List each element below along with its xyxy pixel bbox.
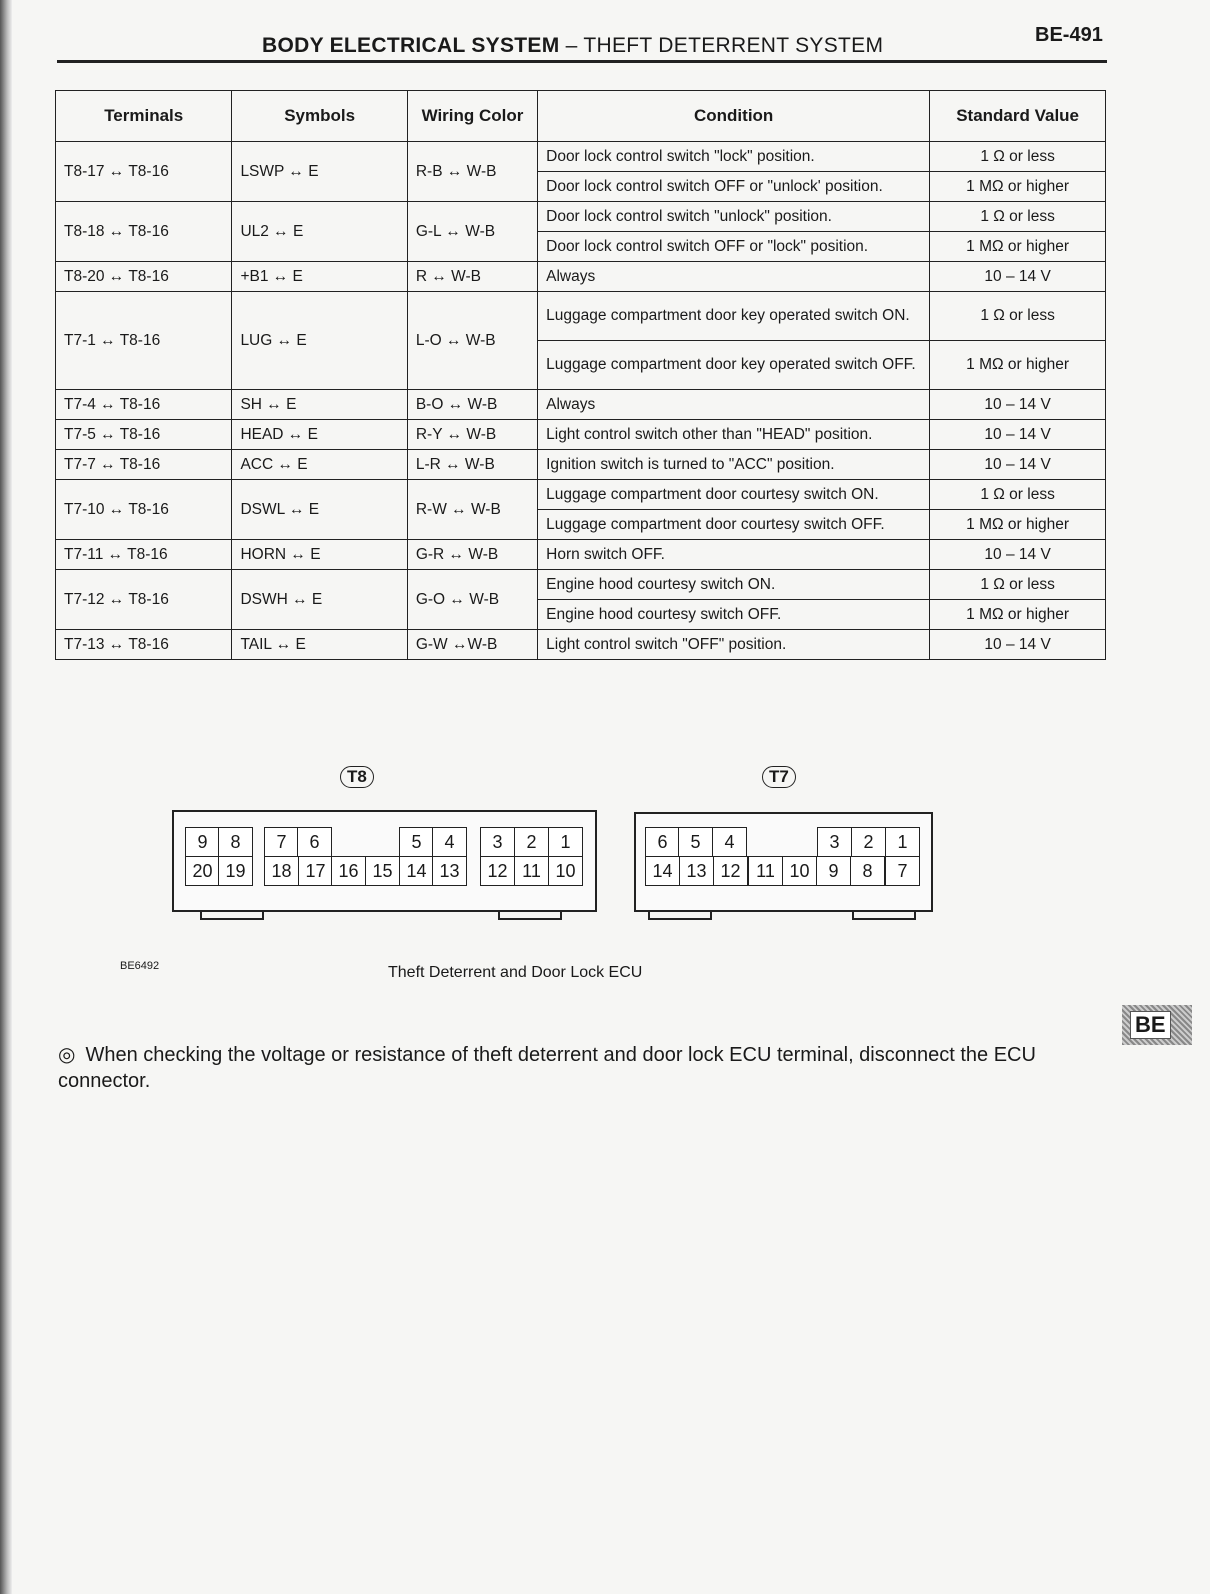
t7-connector-label: T7: [762, 766, 796, 788]
standard-value-cell: 10 – 14 V: [930, 630, 1106, 660]
table-row: [56, 480, 1106, 510]
table-row: [56, 450, 1106, 480]
wiring-color-cell: G-R ↔ W-B: [407, 540, 537, 570]
standard-value-cell: 10 – 14 V: [930, 450, 1106, 480]
header-rule: [57, 60, 1107, 63]
pin: 4: [432, 827, 467, 857]
connector-latch: [200, 910, 264, 920]
title-rest: – THEFT DETERRENT SYSTEM: [559, 34, 884, 57]
section-tab: [1122, 1005, 1192, 1045]
condition-cell: Luggage compartment door key operated switch OFF.: [538, 341, 930, 390]
pin: 2: [514, 827, 549, 857]
pin: 19: [218, 856, 253, 886]
pin: 20: [185, 856, 220, 886]
terminals-cell: T7-5 ↔ T8-16: [56, 420, 232, 450]
section-tab-label: BE: [1130, 1011, 1171, 1039]
wiring-color-cell: L-O ↔ W-B: [407, 292, 537, 390]
connector-latch: [852, 910, 916, 920]
pin: 15: [365, 856, 400, 886]
pin: 10: [782, 856, 817, 886]
pin: 7: [885, 856, 920, 886]
symbols-cell: DSWL ↔ E: [232, 480, 407, 540]
pin: 11: [514, 856, 549, 886]
standard-value-cell: 1 MΩ or higher: [930, 232, 1106, 262]
terminals-cell: T8-17 ↔ T8-16: [56, 142, 232, 202]
condition-cell: Engine hood courtesy switch ON.: [538, 570, 930, 600]
pin: 4: [712, 827, 747, 857]
pin: 13: [679, 856, 714, 886]
terminals-cell: T7-10 ↔ T8-16: [56, 480, 232, 540]
column-header: Symbols: [232, 91, 407, 142]
symbols-cell: DSWH ↔ E: [232, 570, 407, 630]
standard-value-cell: 1 MΩ or higher: [930, 172, 1106, 202]
table-row: [56, 142, 1106, 172]
condition-cell: Always: [538, 262, 930, 292]
wiring-color-cell: G-L ↔ W-B: [407, 202, 537, 262]
pin: 2: [851, 827, 886, 857]
column-header: Standard Value: [930, 91, 1106, 142]
standard-value-cell: 1 Ω or less: [930, 292, 1106, 341]
note-mark-icon: ◎: [58, 1044, 76, 1066]
terminals-cell: T8-20 ↔ T8-16: [56, 262, 232, 292]
terminals-cell: T8-18 ↔ T8-16: [56, 202, 232, 262]
pin: 8: [850, 856, 885, 886]
symbols-cell: HEAD ↔ E: [232, 420, 407, 450]
table-row: [56, 262, 1106, 292]
terminal-spec-table: [55, 90, 1106, 660]
column-header: Condition: [538, 91, 930, 142]
pin: 6: [297, 827, 332, 857]
wiring-color-cell: R-B ↔ W-B: [407, 142, 537, 202]
symbols-cell: SH ↔ E: [232, 390, 407, 420]
pin: 11: [748, 856, 783, 886]
condition-cell: Engine hood courtesy switch OFF.: [538, 600, 930, 630]
standard-value-cell: 1 Ω or less: [930, 202, 1106, 232]
pin: 3: [480, 827, 515, 857]
page-edge-shadow: [0, 0, 12, 1594]
pin: 14: [399, 856, 434, 886]
condition-cell: Door lock control switch "lock" position.: [538, 142, 930, 172]
condition-cell: Luggage compartment door courtesy switch ON.: [538, 480, 930, 510]
page-title: [262, 34, 883, 58]
wiring-color-cell: G-O ↔ W-B: [407, 570, 537, 630]
standard-value-cell: 1 MΩ or higher: [930, 341, 1106, 390]
terminals-cell: T7-12 ↔ T8-16: [56, 570, 232, 630]
condition-cell: Ignition switch is turned to "ACC" position.: [538, 450, 930, 480]
symbols-cell: HORN ↔ E: [232, 540, 407, 570]
pin: 12: [480, 856, 515, 886]
wiring-color-cell: G-W ↔W-B: [407, 630, 537, 660]
figure-code: BE6492: [120, 960, 160, 972]
pin: 9: [816, 856, 851, 886]
symbols-cell: ACC ↔ E: [232, 450, 407, 480]
pin: 10: [548, 856, 583, 886]
condition-cell: Light control switch "OFF" position.: [538, 630, 930, 660]
pin: 8: [218, 827, 253, 857]
title-bold: BODY ELECTRICAL SYSTEM: [262, 34, 560, 57]
pin: 17: [298, 856, 333, 886]
symbols-cell: +B1 ↔ E: [232, 262, 407, 292]
pin: 5: [678, 827, 713, 857]
standard-value-cell: 1 Ω or less: [930, 142, 1106, 172]
standard-value-cell: 1 Ω or less: [930, 570, 1106, 600]
symbols-cell: LUG ↔ E: [232, 292, 407, 390]
table-row: [56, 390, 1106, 420]
connector-latch: [498, 910, 562, 920]
standard-value-cell: 10 – 14 V: [930, 420, 1106, 450]
pin: 9: [185, 827, 220, 857]
terminals-cell: T7-13 ↔ T8-16: [56, 630, 232, 660]
condition-cell: Luggage compartment door key operated switch ON.: [538, 292, 930, 341]
table-row: [56, 570, 1106, 600]
condition-cell: Luggage compartment door courtesy switch OFF.: [538, 510, 930, 540]
pin: 12: [713, 856, 748, 886]
page-number: BE-491: [1035, 24, 1103, 46]
pin: 16: [331, 856, 366, 886]
terminals-cell: T7-4 ↔ T8-16: [56, 390, 232, 420]
condition-cell: Light control switch other than "HEAD" position.: [538, 420, 930, 450]
table-row: [56, 630, 1106, 660]
table-row: [56, 540, 1106, 570]
condition-cell: Door lock control switch OFF or "lock" position.: [538, 232, 930, 262]
condition-cell: Door lock control switch OFF or "unlock' position.: [538, 172, 930, 202]
connector-latch: [648, 910, 712, 920]
table-row: [56, 202, 1106, 232]
note-text: When checking the voltage or resistance of theft deterrent and door lock ECU terminal, disconnect the ECU connector.: [58, 1044, 1036, 1092]
column-header: Wiring Color: [407, 91, 537, 142]
condition-cell: Horn switch OFF.: [538, 540, 930, 570]
note: [58, 1042, 1098, 1094]
symbols-cell: UL2 ↔ E: [232, 202, 407, 262]
table-row: [56, 292, 1106, 341]
terminals-cell: T7-7 ↔ T8-16: [56, 450, 232, 480]
wiring-color-cell: R-Y ↔ W-B: [407, 420, 537, 450]
pin: 1: [885, 827, 920, 857]
pin: 1: [548, 827, 583, 857]
pin: 7: [264, 827, 299, 857]
condition-cell: Always: [538, 390, 930, 420]
standard-value-cell: 10 – 14 V: [930, 262, 1106, 292]
condition-cell: Door lock control switch "unlock" position.: [538, 202, 930, 232]
table-header-row: [56, 91, 1106, 142]
pin: 3: [817, 827, 852, 857]
standard-value-cell: 10 – 14 V: [930, 390, 1106, 420]
standard-value-cell: 1 Ω or less: [930, 480, 1106, 510]
wiring-color-cell: L-R ↔ W-B: [407, 450, 537, 480]
t8-connector-label: T8: [340, 766, 374, 788]
figure-caption: Theft Deterrent and Door Lock ECU: [388, 964, 643, 981]
standard-value-cell: 1 MΩ or higher: [930, 510, 1106, 540]
standard-value-cell: 10 – 14 V: [930, 540, 1106, 570]
symbols-cell: TAIL ↔ E: [232, 630, 407, 660]
wiring-color-cell: R-W ↔ W-B: [407, 480, 537, 540]
wiring-color-cell: B-O ↔ W-B: [407, 390, 537, 420]
wiring-color-cell: R ↔ W-B: [407, 262, 537, 292]
table-row: [56, 420, 1106, 450]
pin: 13: [432, 856, 467, 886]
pin: 5: [399, 827, 434, 857]
pin: 6: [645, 827, 680, 857]
pin: 18: [264, 856, 299, 886]
terminals-cell: T7-11 ↔ T8-16: [56, 540, 232, 570]
symbols-cell: LSWP ↔ E: [232, 142, 407, 202]
standard-value-cell: 1 MΩ or higher: [930, 600, 1106, 630]
pin: 14: [645, 856, 680, 886]
terminals-cell: T7-1 ↔ T8-16: [56, 292, 232, 390]
column-header: Terminals: [56, 91, 232, 142]
